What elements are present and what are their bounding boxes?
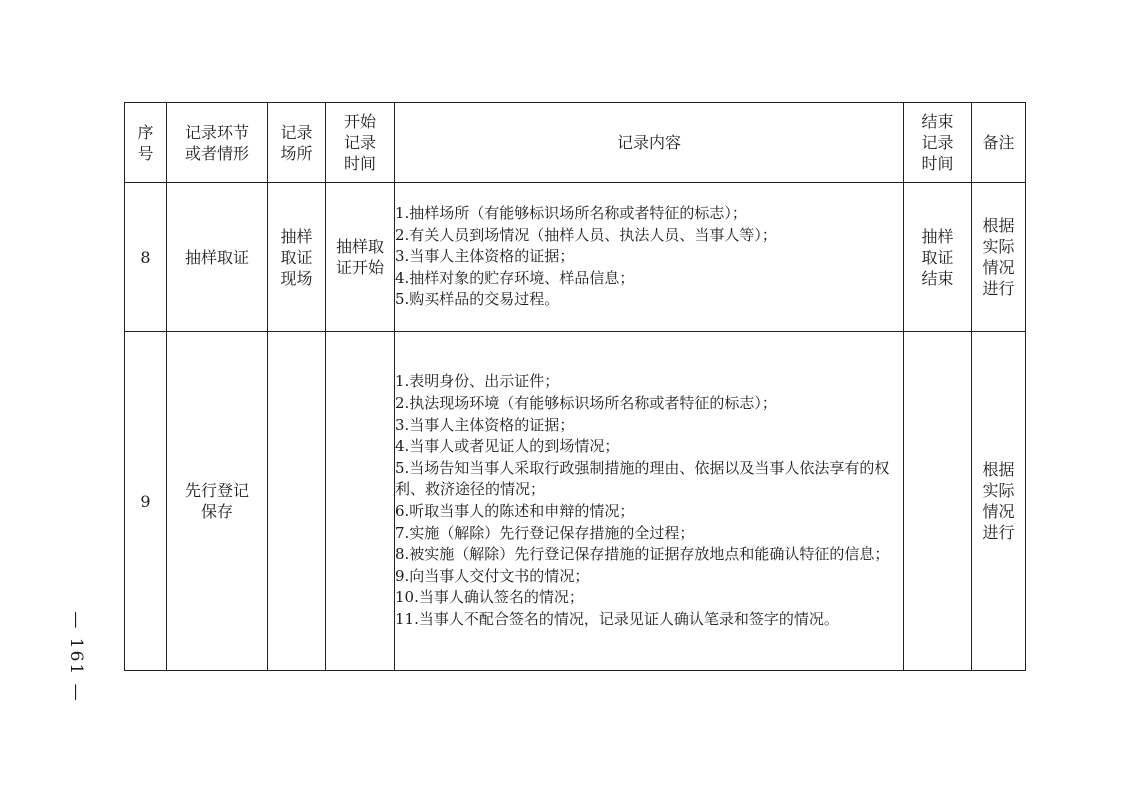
header-content: 记录内容 — [395, 103, 904, 183]
row-stage: 抽样取证 — [167, 183, 268, 332]
content-line: 2.执法现场环境（有能够标识场所名称或者特征的标志）； — [395, 394, 777, 413]
header-place: 记录 场所 — [268, 103, 326, 183]
content-line: 11.当事人不配合签名的情况，记录见证人确认笔录和签字的情况。 — [395, 609, 839, 628]
header-row — [125, 103, 1026, 183]
header-seq: 序 号 — [125, 103, 167, 183]
content-line: 4.当事人或者见证人的到场情况； — [395, 437, 620, 456]
header-end-time: 结束 记录 时间 — [904, 103, 972, 183]
row-note: 根据 实际 情况 进行 — [972, 332, 1026, 671]
row-stage: 先行登记 保存 — [167, 332, 268, 671]
content-line: 4.抽样对象的贮存环境、样品信息； — [395, 268, 635, 287]
row-place: 抽样 取证 现场 — [268, 183, 326, 332]
table-row — [125, 332, 1026, 671]
content-line: 3.当事人主体资格的证据； — [395, 247, 575, 266]
table-row — [125, 183, 1026, 332]
row-seq: 8 — [125, 183, 167, 332]
row-start-time: 抽样取 证开始 — [326, 183, 395, 332]
content-line: 5.购买样品的交易过程。 — [395, 290, 560, 309]
row-seq: 9 — [125, 332, 167, 671]
page-number: — 161 — — [66, 611, 86, 703]
content-line: 3.当事人主体资格的证据； — [395, 415, 575, 434]
content-line: 1.抽样场所（有能够标识场所名称或者特征的标志）； — [395, 204, 747, 223]
row-start-time — [326, 332, 395, 671]
content-line: 2.有关人员到场情况（抽样人员、执法人员、当事人等）； — [395, 225, 777, 244]
row-end-time: 抽样 取证 结束 — [904, 183, 972, 332]
content-line: 8.被实施（解除）先行登记保存措施的证据存放地点和能确认特征的信息； — [395, 545, 890, 564]
record-table — [124, 102, 1026, 671]
content-line: 5.当场告知当事人采取行政强制措施的理由、依据以及当事人依法享有的权利、救济途径的情况； — [395, 458, 890, 499]
content-line: 1.表明身份、出示证件； — [395, 372, 560, 391]
content-line: 6.听取当事人的陈述和申辩的情况； — [395, 502, 635, 520]
content-line: 9.向当事人交付文书的情况； — [395, 566, 590, 585]
row-place — [268, 332, 326, 671]
row-content — [395, 183, 904, 332]
content-line: 7.实施（解除）先行登记保存措施的全过程； — [395, 523, 695, 542]
header-note: 备注 — [972, 103, 1026, 183]
header-stage: 记录环节 或者情形 — [167, 103, 268, 183]
row-note: 根据 实际 情况 进行 — [972, 183, 1026, 332]
row-end-time — [904, 332, 972, 671]
row-content — [395, 332, 904, 671]
content-line: 10.当事人确认签名的情况； — [395, 588, 584, 607]
header-start-time: 开始 记录 时间 — [326, 103, 395, 183]
